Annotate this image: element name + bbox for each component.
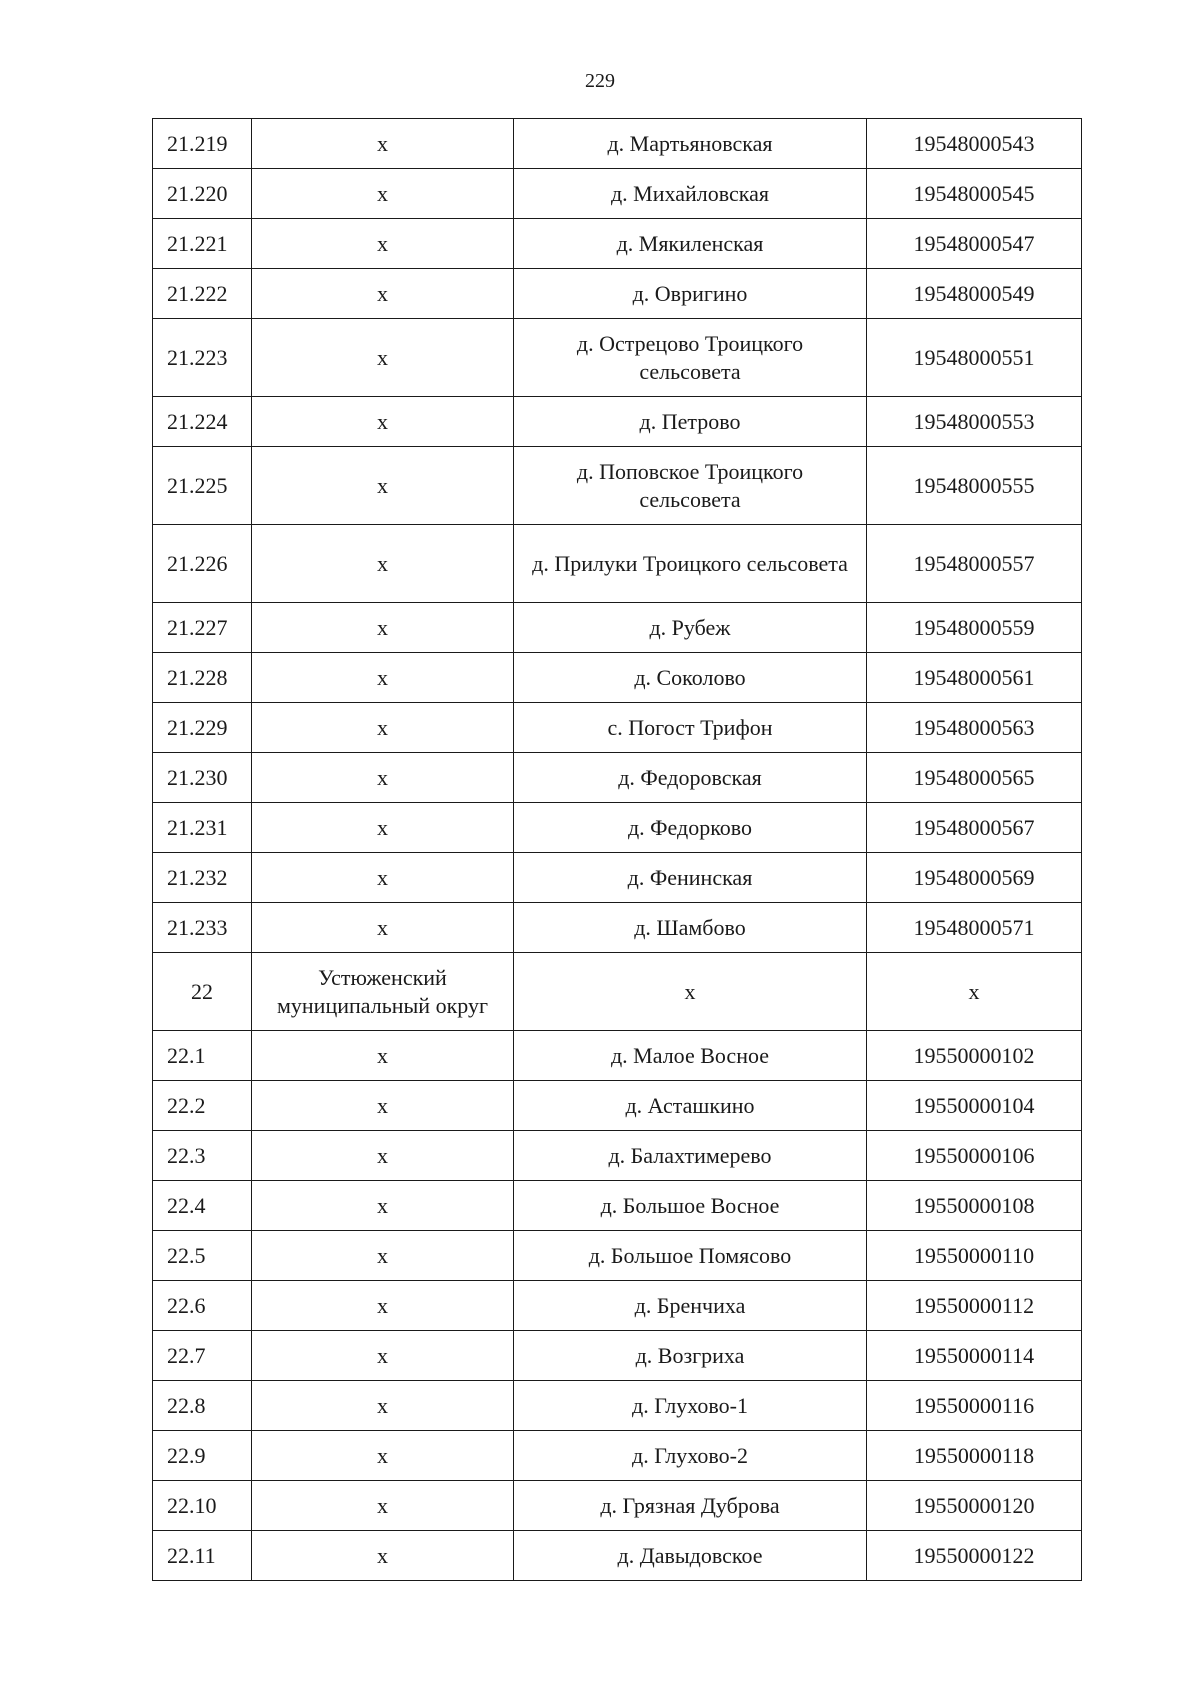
settlement-name: д. Мартьяновская <box>514 119 867 169</box>
district-name: Устюженский муниципальный округ <box>252 953 514 1031</box>
district-name: х <box>252 803 514 853</box>
settlement-name: д. Соколово <box>514 653 867 703</box>
oktmo-code: 19548000563 <box>867 703 1082 753</box>
settlement-name: д. Давыдовское <box>514 1531 867 1581</box>
table-row <box>153 803 1082 853</box>
settlement-name: с. Погост Трифон <box>514 703 867 753</box>
settlement-name: д. Петрово <box>514 397 867 447</box>
district-name: х <box>252 1231 514 1281</box>
oktmo-code: 19548000561 <box>867 653 1082 703</box>
oktmo-code: 19550000116 <box>867 1381 1082 1431</box>
settlement-name: д. Мякиленская <box>514 219 867 269</box>
row-number: 21.233 <box>153 903 252 953</box>
oktmo-code: 19548000543 <box>867 119 1082 169</box>
district-name: х <box>252 447 514 525</box>
row-number: 21.230 <box>153 753 252 803</box>
table-row <box>153 1081 1082 1131</box>
district-name: х <box>252 1331 514 1381</box>
row-number: 21.226 <box>153 525 252 603</box>
row-number: 21.223 <box>153 319 252 397</box>
page-number: 229 <box>585 70 615 92</box>
district-name: х <box>252 319 514 397</box>
table-row <box>153 1281 1082 1331</box>
oktmo-code: 19550000102 <box>867 1031 1082 1081</box>
row-number: 21.227 <box>153 603 252 653</box>
district-name: х <box>252 1031 514 1081</box>
table-row <box>153 1181 1082 1231</box>
settlement-name: д. Глухово-1 <box>514 1381 867 1431</box>
table-row <box>153 1531 1082 1581</box>
table-row <box>153 525 1082 603</box>
row-number: 22.3 <box>153 1131 252 1181</box>
settlement-name: д. Острецово Троицкого сельсовета <box>514 319 867 397</box>
settlement-name: д. Бренчиха <box>514 1281 867 1331</box>
row-number: 21.225 <box>153 447 252 525</box>
oktmo-code: 19548000551 <box>867 319 1082 397</box>
settlement-name: д. Глухово-2 <box>514 1431 867 1481</box>
settlement-name: д. Балахтимерево <box>514 1131 867 1181</box>
district-name: х <box>252 1381 514 1431</box>
district-name: х <box>252 753 514 803</box>
oktmo-code: 19550000108 <box>867 1181 1082 1231</box>
district-name: х <box>252 525 514 603</box>
settlement-name: д. Федоровская <box>514 753 867 803</box>
oktmo-code: 19548000567 <box>867 803 1082 853</box>
row-number: 21.232 <box>153 853 252 903</box>
district-name: х <box>252 269 514 319</box>
row-number: 22.8 <box>153 1381 252 1431</box>
row-number: 21.228 <box>153 653 252 703</box>
settlement-name: д. Возгриха <box>514 1331 867 1381</box>
row-number: 22.4 <box>153 1181 252 1231</box>
oktmo-code: 19550000122 <box>867 1531 1082 1581</box>
table-row <box>153 753 1082 803</box>
settlement-name: д. Фенинская <box>514 853 867 903</box>
oktmo-code: 19548000553 <box>867 397 1082 447</box>
table-row <box>153 447 1082 525</box>
settlement-name: д. Рубеж <box>514 603 867 653</box>
table-row <box>153 1131 1082 1181</box>
row-number: 22.10 <box>153 1481 252 1531</box>
settlement-name: д. Федорково <box>514 803 867 853</box>
table-row <box>153 1481 1082 1531</box>
settlement-table <box>152 118 1082 1581</box>
oktmo-code: 19548000549 <box>867 269 1082 319</box>
oktmo-code: 19548000547 <box>867 219 1082 269</box>
row-number: 21.229 <box>153 703 252 753</box>
district-name: х <box>252 853 514 903</box>
oktmo-code: 19548000565 <box>867 753 1082 803</box>
oktmo-code: 19548000571 <box>867 903 1082 953</box>
oktmo-code: 19550000110 <box>867 1231 1082 1281</box>
table-row-district-heading <box>153 953 1082 1031</box>
table-row <box>153 903 1082 953</box>
oktmo-code: 19548000555 <box>867 447 1082 525</box>
row-number: 21.220 <box>153 169 252 219</box>
row-number: 21.219 <box>153 119 252 169</box>
table-row <box>153 269 1082 319</box>
oktmo-code: 19550000112 <box>867 1281 1082 1331</box>
district-name: х <box>252 1181 514 1231</box>
row-number: 22.2 <box>153 1081 252 1131</box>
table-row <box>153 397 1082 447</box>
district-name: х <box>252 903 514 953</box>
row-number: 22.7 <box>153 1331 252 1381</box>
oktmo-code: 19550000114 <box>867 1331 1082 1381</box>
district-name: х <box>252 397 514 447</box>
district-name: х <box>252 1531 514 1581</box>
district-name: х <box>252 219 514 269</box>
settlement-name: д. Большое Восное <box>514 1181 867 1231</box>
table-row <box>153 1431 1082 1481</box>
table-row <box>153 1381 1082 1431</box>
settlement-name: д. Овригино <box>514 269 867 319</box>
oktmo-code: 19550000104 <box>867 1081 1082 1131</box>
district-name: х <box>252 1431 514 1481</box>
table-row <box>153 603 1082 653</box>
table-row <box>153 1231 1082 1281</box>
settlement-name: х <box>514 953 867 1031</box>
settlement-name: д. Прилуки Троицкого сельсовета <box>514 525 867 603</box>
row-number: 22.11 <box>153 1531 252 1581</box>
district-name: х <box>252 703 514 753</box>
table-row <box>153 1031 1082 1081</box>
settlement-name: д. Малое Восное <box>514 1031 867 1081</box>
oktmo-code: х <box>867 953 1082 1031</box>
settlement-table-body <box>153 119 1082 1581</box>
row-number: 21.221 <box>153 219 252 269</box>
row-number: 21.224 <box>153 397 252 447</box>
oktmo-code: 19550000106 <box>867 1131 1082 1181</box>
row-number: 22.5 <box>153 1231 252 1281</box>
row-number: 21.231 <box>153 803 252 853</box>
district-name: х <box>252 1131 514 1181</box>
table-row <box>153 219 1082 269</box>
district-name: х <box>252 1281 514 1331</box>
table-row <box>153 169 1082 219</box>
row-number: 22.1 <box>153 1031 252 1081</box>
settlement-name: д. Шамбово <box>514 903 867 953</box>
row-number: 22.9 <box>153 1431 252 1481</box>
settlement-name: д. Асташкино <box>514 1081 867 1131</box>
district-name: х <box>252 169 514 219</box>
oktmo-code: 19548000569 <box>867 853 1082 903</box>
oktmo-code: 19548000545 <box>867 169 1082 219</box>
oktmo-code: 19548000559 <box>867 603 1082 653</box>
oktmo-code: 19550000120 <box>867 1481 1082 1531</box>
row-number: 21.222 <box>153 269 252 319</box>
table-row <box>153 119 1082 169</box>
row-number: 22.6 <box>153 1281 252 1331</box>
table-row <box>153 653 1082 703</box>
table-row <box>153 319 1082 397</box>
oktmo-code: 19550000118 <box>867 1431 1082 1481</box>
row-number: 22 <box>153 953 252 1031</box>
district-name: х <box>252 1081 514 1131</box>
settlement-name: д. Большое Помясово <box>514 1231 867 1281</box>
table-row <box>153 853 1082 903</box>
table-row <box>153 703 1082 753</box>
table-row <box>153 1331 1082 1381</box>
settlement-name: д. Грязная Дуброва <box>514 1481 867 1531</box>
district-name: х <box>252 603 514 653</box>
oktmo-code: 19548000557 <box>867 525 1082 603</box>
district-name: х <box>252 653 514 703</box>
district-name: х <box>252 1481 514 1531</box>
district-name: х <box>252 119 514 169</box>
settlement-name: д. Михайловская <box>514 169 867 219</box>
settlement-name: д. Поповское Троицкого сельсовета <box>514 447 867 525</box>
